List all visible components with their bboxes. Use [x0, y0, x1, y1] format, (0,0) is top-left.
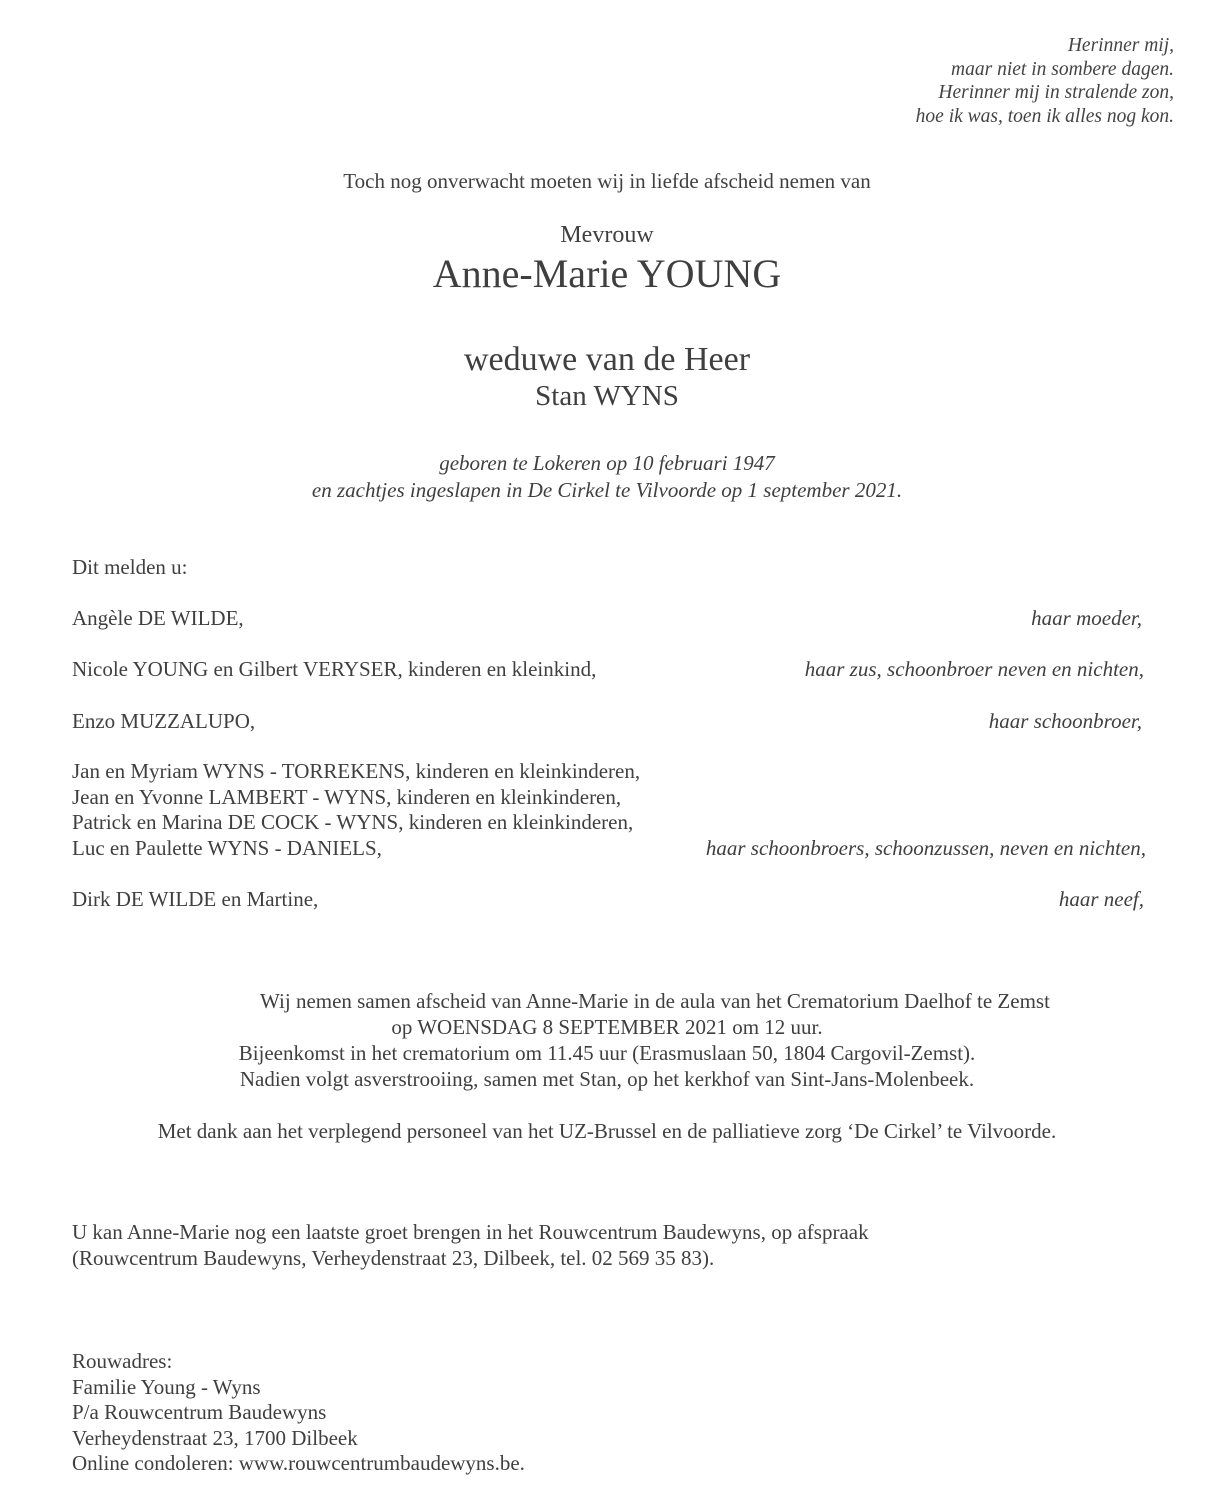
visit-line: U kan Anne-Marie nog een laatste groet brengen in het Rouwcentrum Baudewyns, op afspraak [72, 1220, 869, 1244]
mourning-address [72, 1349, 525, 1477]
mourner-relation: haar moeder, [1031, 606, 1142, 630]
announce-text: Dit melden u: [72, 555, 188, 579]
poem [916, 34, 1174, 128]
mourner-names: Angèle DE WILDE, [72, 606, 244, 630]
birth-line: geboren te Lokeren op 10 februari 1947 [439, 451, 775, 475]
deceased-name: Anne-Marie YOUNG [432, 251, 782, 296]
poem-line: hoe ik was, toen ik alles nog kon. [915, 105, 1174, 127]
mourner-relation: haar neef, [1058, 887, 1144, 911]
mourner-relation: haar schoonbroer, [988, 709, 1142, 733]
death-line: en zachtjes ingeslapen in De Cirkel te Vilvoorde op 1 september 2021. [311, 478, 903, 502]
visit-line: (Rouwcentrum Baudewyns, Verheydenstraat 23, Dilbeek, tel. 02 569 35 83). [72, 1245, 715, 1270]
mourner-names: Enzo MUZZALUPO, [72, 709, 256, 733]
mourner-group [72, 759, 640, 861]
visit-info [72, 1220, 869, 1271]
mourner-relation: haar schoonbroers, schoonzussen, neven en nichten, [705, 836, 1146, 860]
mourner-names: Patrick en Marina DE COCK - WYNS, kinderen en kleinkinderen, [72, 810, 634, 834]
widow-of-text: weduwe van de Heer [463, 341, 751, 378]
mourner-names: Nicole YOUNG en Gilbert VERYSER, kinderen en kleinkind, [72, 657, 597, 681]
spouse-name: Stan WYNS [535, 380, 679, 412]
thanks-text: Met dank aan het verplegend personeel van het UZ-Brussel en de palliatieve zorg ‘De Cirkel’ te Vilvoorde. [157, 1119, 1057, 1143]
ceremony-line: Bijeenkomst in het crematorium om 11.45 uur (Erasmuslaan 50, 1804 Cargovil-Zemst). [238, 1041, 976, 1065]
mourner-names: Luc en Paulette WYNS - DANIELS, [72, 835, 382, 860]
poem-line: Herinner mij, [1067, 35, 1174, 56]
address-label: Rouwadres: [72, 1349, 173, 1373]
intro-text: Toch nog onverwacht moeten wij in liefde afscheid nemen van [343, 169, 871, 193]
mourner-names: Jan en Myriam WYNS - TORREKENS, kinderen en kleinkinderen, [72, 759, 641, 783]
poem-line: Herinner mij in stralende zon, [938, 82, 1174, 103]
ceremony-line: Wij nemen samen afscheid van Anne-Marie in de aula van het Crematorium Daelhof te Zemst [260, 989, 1050, 1013]
address-line: Verheydenstraat 23, 1700 Dilbeek [72, 1425, 358, 1450]
mourner-names: Jean en Yvonne LAMBERT - WYNS, kinderen en kleinkinderen, [72, 784, 622, 809]
mourner-names: Dirk DE WILDE en Martine, [72, 887, 319, 911]
address-line: P/a Rouwcentrum Baudewyns [72, 1400, 327, 1424]
mourner-relation: haar zus, schoonbroer neven en nichten, [804, 657, 1144, 681]
deceased-title: Mevrouw [560, 222, 654, 248]
ceremony-line: Nadien volgt asverstrooiing, samen met Stan, op het kerkhof van Sint-Jans-Molenbeek. [239, 1067, 975, 1091]
ceremony-line: op WOENSDAG 8 SEPTEMBER 2021 om 12 uur. [391, 1015, 823, 1039]
poem-line: maar niet in sombere dagen. [951, 58, 1174, 80]
address-line: Familie Young - Wyns [72, 1374, 261, 1399]
address-line: Online condoleren: www.rouwcentrumbaudewyns.be. [72, 1451, 525, 1475]
